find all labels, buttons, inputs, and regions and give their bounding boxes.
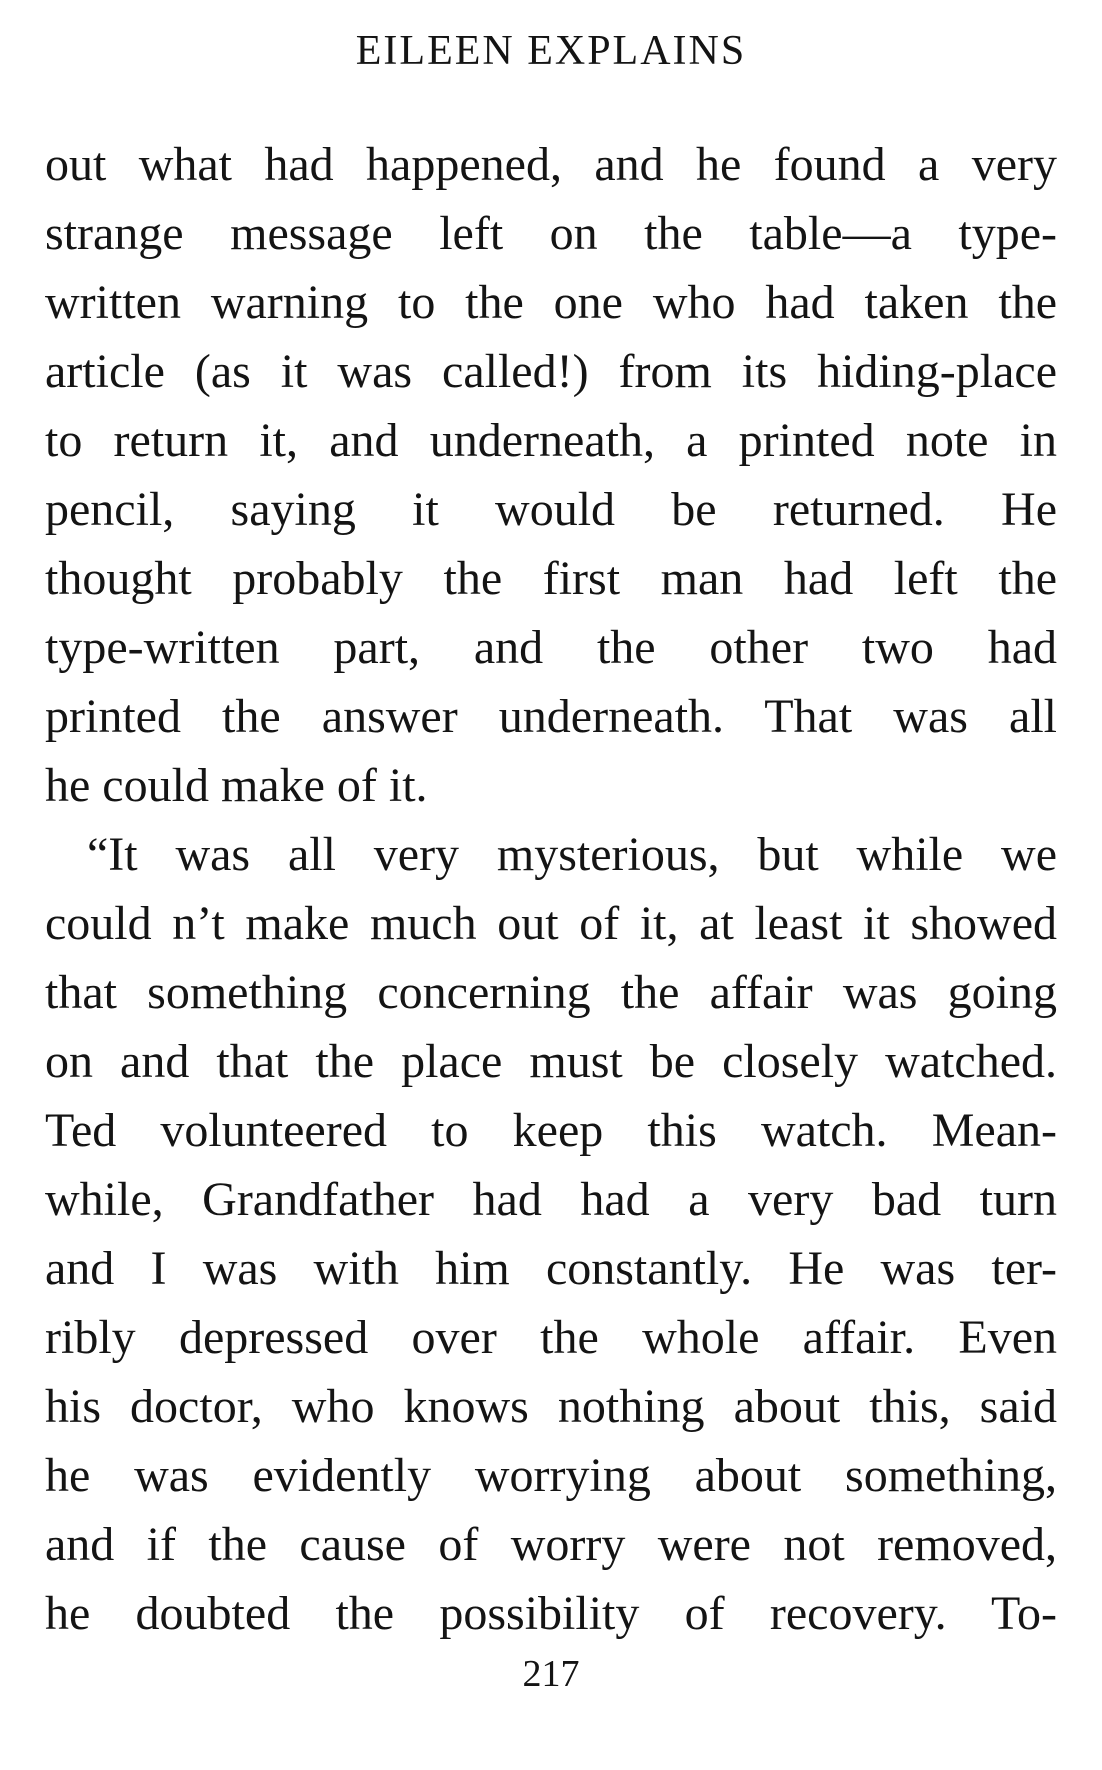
text-line: on and that the place must be closely watched. (45, 1035, 1057, 1088)
body-text (45, 130, 1057, 1648)
text-line: thought probably the first man had left the (45, 552, 1057, 605)
text-line: his doctor, who knows nothing about this, said (45, 1380, 1057, 1433)
text-line: and if the cause of worry were not removed, (45, 1518, 1057, 1571)
text-line: that something concerning the affair was going (45, 966, 1057, 1019)
text-line: “It was all very mysterious, but while we (87, 828, 1057, 881)
page-number: 217 (522, 1653, 580, 1695)
paragraph-1 (45, 130, 1057, 820)
text-line: he could make of it. (45, 759, 428, 812)
text-line: article (as it was called!) from its hiding-place (45, 345, 1057, 398)
text-line: type-written part, and the other two had (45, 621, 1057, 674)
text-line: could n’t make much out of it, at least it showed (45, 897, 1057, 950)
text-line: Ted volunteered to keep this watch. Mean- (45, 1104, 1057, 1157)
text-line: he doubted the possibility of recovery. To- (45, 1587, 1057, 1640)
text-line: printed the answer underneath. That was all (45, 690, 1057, 743)
text-line: out what had happened, and he found a very (45, 138, 1057, 191)
text-line: pencil, saying it would be returned. He (45, 483, 1057, 536)
text-line: and I was with him constantly. He was ter- (45, 1242, 1057, 1295)
text-line: while, Grandfather had had a very bad turn (45, 1173, 1057, 1226)
text-line: to return it, and underneath, a printed note in (45, 414, 1057, 467)
paragraph-2 (45, 820, 1057, 1648)
running-head: EILEEN EXPLAINS (355, 28, 747, 74)
text-line: written warning to the one who had taken the (45, 276, 1057, 329)
text-line: ribly depressed over the whole affair. Even (45, 1311, 1057, 1364)
text-line: strange message left on the table—a type- (45, 207, 1057, 260)
text-line: he was evidently worrying about something, (45, 1449, 1057, 1502)
